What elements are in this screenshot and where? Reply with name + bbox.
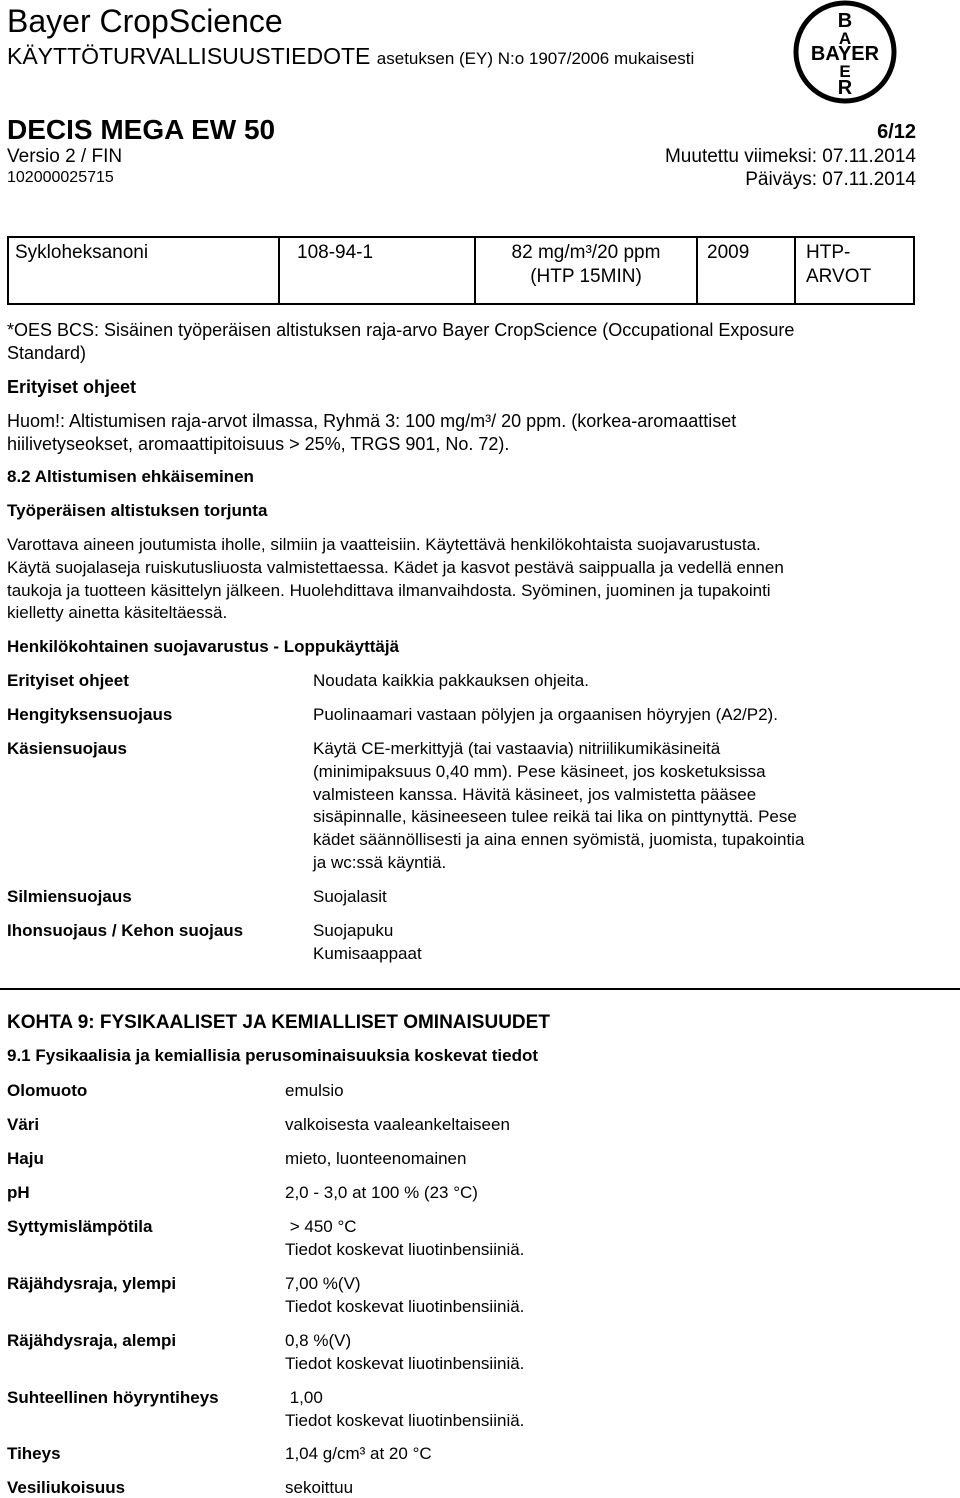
ppe-heading: Henkilökohtainen suojavarustus - Loppukäyttäjä <box>7 637 400 656</box>
section-9-1-heading: 9.1 Fysikaalisia ja kemiallisia perusominaisuuksia koskevat tiedot <box>7 1046 539 1065</box>
page-number: 6/12 <box>877 121 916 143</box>
property-value: > 450 °C <box>285 1217 357 1236</box>
property-label: pH <box>7 1183 30 1202</box>
ppe-value: Noudata kaikkia pakkauksen ohjeita. <box>313 671 589 690</box>
ppe-value: ja wc:ssä käyntiä. <box>313 853 447 872</box>
property-value: Tiedot koskevat liuotinbensiiniä. <box>285 1411 525 1430</box>
cell-basis: HTP- ARVOT <box>806 242 872 287</box>
version-label: Versio 2 / FIN <box>7 146 123 167</box>
issue-date: Päiväys: 07.11.2014 <box>745 169 916 190</box>
property-value: 7,00 %(V) <box>285 1274 361 1293</box>
huom-note-line-2: hiilivetyseokset, aromaattipitoisuus > 25%, TRGS 901, No. 72). <box>7 434 510 454</box>
property-label: Räjähdysraja, alempi <box>7 1331 177 1350</box>
property-value: Tiedot koskevat liuotinbensiiniä. <box>285 1240 525 1259</box>
document-title-sub: asetuksen (EY) N:o 1907/2006 mukaisesti <box>376 49 695 68</box>
section-divider <box>0 988 960 990</box>
exposure-limits-table <box>7 236 915 305</box>
section-8-2-line: Varottava aineen joutumista iholle, silmiin ja vaatteisiin. Käytettävä henkilökohtaista suojavarustusta. <box>7 535 761 554</box>
document-title-main: KÄYTTÖTURVALLISUUSTIEDOTE <box>7 43 371 69</box>
modified-date: Muutettu viimeksi: 07.11.2014 <box>664 146 916 167</box>
property-value: 1,00 <box>285 1388 323 1407</box>
ppe-value: Kumisaappaat <box>313 944 422 963</box>
property-label: Suhteellinen höyryntiheys <box>7 1388 219 1407</box>
section-8-2-heading: 8.2 Altistumisen ehkäiseminen <box>7 467 254 486</box>
property-label: Tiheys <box>7 1444 61 1463</box>
ppe-label: Erityiset ohjeet <box>7 671 129 690</box>
section-8-2-line: Käytä suojalaseja ruiskutusliuosta valmistettaessa. Kädet ja kasvot pestävä saippualla ja vedellä ennen <box>7 558 784 577</box>
oes-note-line-1: *OES BCS: Sisäinen työperäisen altistuksen raja-arvo Bayer CropScience (Occupational Exposure <box>7 320 795 340</box>
ppe-label: Hengityksensuojaus <box>7 705 173 724</box>
ppe-value: (minimipaksuus 0,40 mm). Pese käsineet, jos kosketuksissa <box>313 762 766 781</box>
ppe-label: Ihonsuojaus / Kehon suojaus <box>7 921 244 940</box>
cell-limit-value: 82 mg/m³/20 ppm (HTP 15MIN) <box>476 238 698 303</box>
document-title <box>7 42 694 73</box>
company-name: Bayer CropScience <box>7 3 283 39</box>
special-instructions-heading: Erityiset ohjeet <box>7 377 137 397</box>
property-label: Väri <box>7 1115 40 1134</box>
section-8-2-line: taukoja ja tuotteen käsittelyn jälkeen. Huolehdittava ilmanvaihdosta. Syöminen, juominen ja tupakointi <box>7 581 771 600</box>
property-label: Syttymislämpötila <box>7 1217 153 1236</box>
ppe-value: sisäpinnalle, käsineeseen tulee reikä tai lika on pinttynyttä. Pese <box>313 807 797 826</box>
property-value: emulsio <box>285 1081 344 1100</box>
product-name: DECIS MEGA EW 50 <box>7 114 276 145</box>
property-label: Olomuoto <box>7 1081 88 1100</box>
ppe-value: Suojalasit <box>313 887 387 906</box>
property-label: Vesiliukoisuus <box>7 1478 126 1497</box>
logo-letter-a: A <box>838 29 852 48</box>
section-8-2-subheading: Työperäisen altistuksen torjunta <box>7 501 268 520</box>
property-value: 0,8 %(V) <box>285 1331 352 1350</box>
ppe-label: Käsiensuojaus <box>7 739 127 758</box>
logo-word-bayer: BAYER <box>810 43 880 65</box>
section-8-2-line: kielletty ainetta käsiteltäessä. <box>7 603 228 622</box>
ppe-value: Käytä CE-merkittyjä (tai vastaavia) nitriilikumikäsineitä <box>313 739 721 758</box>
property-value: Tiedot koskevat liuotinbensiiniä. <box>285 1297 525 1316</box>
property-value: valkoisesta vaaleankeltaiseen <box>285 1115 510 1134</box>
property-value: sekoittuu <box>285 1478 354 1497</box>
huom-note-line-1: Huom!: Altistumisen raja-arvot ilmassa, Ryhmä 3: 100 mg/m³/ 20 ppm. (korkea-aromaattiset <box>7 411 737 431</box>
ppe-value: kädet säännöllisesti ja aina ennen syömistä, juomista, tupakointia <box>313 830 805 849</box>
cell-substance: Sykloheksanoni <box>9 238 280 303</box>
property-value: Tiedot koskevat liuotinbensiiniä. <box>285 1354 525 1373</box>
product-code: 102000025715 <box>7 169 114 186</box>
ppe-value: Puolinaamari vastaan pölyjen ja orgaanisen höyryjen (A2/P2). <box>313 705 778 724</box>
logo-letter-e: E <box>839 62 851 81</box>
property-label: Haju <box>7 1149 44 1168</box>
logo-letter-b: B <box>837 10 853 32</box>
oes-note-line-2: Standard) <box>7 343 87 363</box>
property-value: mieto, luonteenomainen <box>285 1149 467 1168</box>
ppe-value: valmisteen kanssa. Hävitä käsineet, jos valmistetta pääsee <box>313 785 757 804</box>
cell-year: 2009 <box>698 238 796 303</box>
logo-letter-r: R <box>837 77 853 99</box>
cell-cas: 108-94-1 <box>280 238 476 303</box>
property-value: 1,04 g/cm³ at 20 °C <box>285 1444 432 1463</box>
bayer-cross-logo <box>793 0 897 104</box>
ppe-value: Suojapuku <box>313 921 394 940</box>
section-9-heading: KOHTA 9: FYSIKAALISET JA KEMIALLISET OMINAISUUDET <box>7 1012 550 1033</box>
property-label: Räjähdysraja, ylempi <box>7 1274 177 1293</box>
ppe-label: Silmiensuojaus <box>7 887 132 906</box>
property-value: 2,0 - 3,0 at 100 % (23 °C) <box>285 1183 478 1202</box>
